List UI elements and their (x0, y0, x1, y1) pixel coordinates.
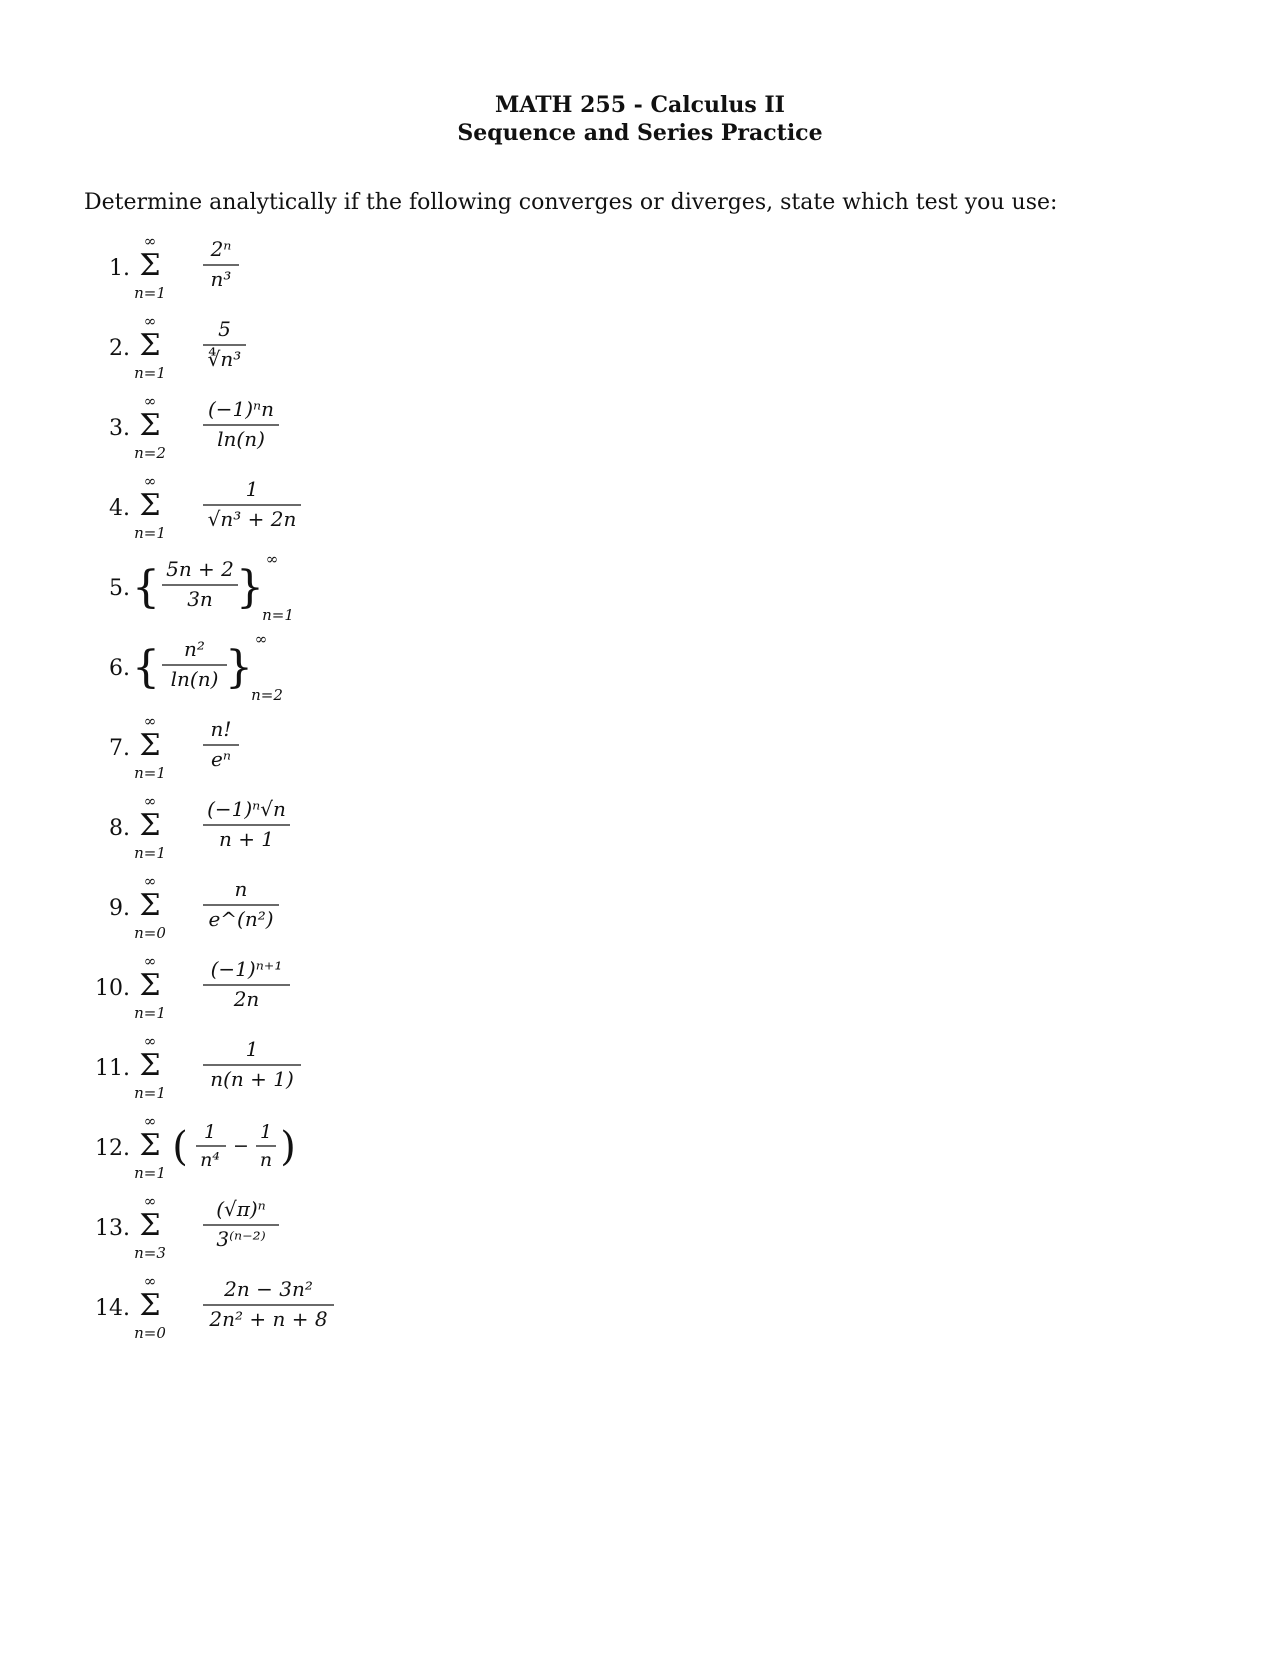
sigma-symbol: Σ (139, 328, 161, 363)
upper-limit: ∞ (143, 1272, 157, 1290)
denominator: ln(n) (217, 427, 265, 451)
problem-item (90, 1190, 510, 1268)
math-svg (134, 1270, 518, 1348)
upper-limit: ∞ (143, 1032, 157, 1050)
problem-number: 14. (95, 1296, 130, 1321)
numerator: (−1)ⁿ⁺¹ (210, 957, 283, 981)
problem-item (90, 710, 510, 788)
left-brace: { (132, 562, 160, 613)
denominator: n + 1 (218, 827, 275, 851)
sigma-symbol: Σ (139, 1048, 161, 1083)
sigma-symbol: Σ (139, 808, 161, 843)
upper-limit: ∞ (254, 630, 268, 648)
problem-item (90, 230, 510, 308)
problem-expression (134, 710, 518, 788)
problem-item (90, 950, 510, 1028)
upper-limit: ∞ (143, 472, 157, 490)
left-brace: { (132, 642, 160, 693)
lower-limit: n=0 (134, 1324, 166, 1342)
math-svg (132, 630, 518, 708)
denominator: n (259, 1149, 273, 1171)
lower-limit: n=1 (134, 1084, 166, 1102)
lower-limit: n=1 (134, 844, 166, 862)
problem-item (90, 870, 510, 948)
denominator: ln(n) (170, 667, 219, 691)
upper-limit: ∞ (143, 312, 157, 330)
sigma-symbol: Σ (139, 888, 161, 923)
lower-limit: n=1 (134, 764, 166, 782)
problem-number: 11. (95, 1056, 130, 1081)
problem-expression (134, 230, 518, 308)
denominator: n(n + 1) (210, 1067, 294, 1091)
problem-expression (134, 1030, 518, 1108)
sigma-symbol: Σ (139, 408, 161, 443)
math-svg (134, 390, 518, 468)
problem-number: 3. (109, 416, 130, 441)
problem-number: 7. (109, 736, 130, 761)
problem-item (90, 470, 510, 548)
problem-number: 10. (95, 976, 130, 1001)
problem-expression (134, 470, 518, 548)
problem-expression (132, 550, 518, 628)
upper-limit: ∞ (265, 550, 279, 568)
numerator: 5n + 2 (166, 557, 234, 581)
problem-number: 9. (109, 896, 130, 921)
lower-limit: n=1 (134, 364, 166, 382)
denominator: 2n (233, 987, 260, 1011)
sigma-symbol: Σ (139, 488, 161, 523)
problem-number: 12. (95, 1136, 130, 1161)
math-svg (134, 870, 518, 948)
denominator: 3⁽ⁿ⁻²⁾ (216, 1227, 266, 1251)
upper-limit: ∞ (143, 952, 157, 970)
denominator: n³ (210, 267, 232, 291)
problem-item (90, 550, 510, 628)
math-svg (134, 470, 518, 548)
math-svg (134, 710, 518, 788)
problem-item (90, 1270, 510, 1348)
operator: − (233, 1135, 249, 1157)
lower-limit: n=1 (134, 524, 166, 542)
numerator: n! (210, 717, 232, 741)
problem-number: 1. (109, 256, 130, 281)
lower-limit: n=1 (134, 1004, 166, 1022)
left-paren: ( (172, 1124, 188, 1170)
sigma-symbol: Σ (139, 1288, 161, 1323)
lower-limit: n=1 (134, 284, 166, 302)
problem-number: 4. (109, 496, 130, 521)
problem-item (90, 310, 510, 388)
problem-item (90, 390, 510, 468)
document-subtitle: Sequence and Series Practice (457, 120, 823, 146)
upper-limit: ∞ (143, 792, 157, 810)
problem-number: 6. (109, 656, 130, 681)
lower-limit: n=1 (134, 1164, 166, 1182)
denominator: eⁿ (211, 747, 231, 771)
sigma-symbol: Σ (139, 968, 161, 1003)
problem-expression (134, 310, 518, 388)
denominator: √n³ + 2n (207, 507, 297, 531)
math-svg (134, 950, 518, 1028)
problem-expression (134, 1110, 518, 1188)
math-svg (134, 1030, 518, 1108)
upper-limit: ∞ (143, 232, 157, 250)
upper-limit: ∞ (143, 872, 157, 890)
numerator: (−1)ⁿ√n (207, 797, 286, 821)
numerator: n² (184, 637, 205, 661)
sigma-symbol: Σ (139, 1208, 161, 1243)
math-svg (134, 1190, 518, 1268)
math-svg (134, 790, 518, 868)
numerator: 2n − 3n² (224, 1277, 313, 1301)
sigma-symbol: Σ (139, 1128, 161, 1163)
problem-expression (134, 870, 518, 948)
math-svg (134, 230, 518, 308)
denominator: n⁴ (200, 1149, 220, 1171)
denominator: 2n² + n + 8 (209, 1307, 328, 1331)
lower-limit: n=2 (134, 444, 166, 462)
numerator: 1 (245, 477, 259, 501)
math-svg (134, 310, 518, 388)
denominator: 3n (187, 587, 213, 611)
problem-expression (134, 790, 518, 868)
numerator: n (234, 877, 248, 901)
right-paren: ) (280, 1124, 296, 1170)
sigma-symbol: Σ (139, 248, 161, 283)
upper-limit: ∞ (143, 1192, 157, 1210)
right-brace: } (225, 642, 253, 693)
problem-item (90, 790, 510, 868)
upper-limit: ∞ (143, 392, 157, 410)
problem-expression (134, 390, 518, 468)
numerator: 5 (218, 317, 231, 341)
problem-expression (134, 1190, 518, 1268)
right-brace: } (236, 562, 264, 613)
problem-item (90, 630, 510, 708)
problem-item (90, 1110, 510, 1188)
denominator: e^(n²) (208, 907, 274, 931)
math-svg (132, 550, 518, 628)
math-svg (134, 1110, 518, 1188)
denominator: ∜n³ (207, 347, 242, 371)
numerator: 1 (203, 1121, 217, 1143)
lower-limit: n=1 (262, 606, 294, 624)
problem-expression (134, 1270, 518, 1348)
lower-limit: n=0 (134, 924, 166, 942)
numerator: 1 (245, 1037, 259, 1061)
problem-number: 8. (109, 816, 130, 841)
numerator: (−1)ⁿn (207, 397, 275, 421)
instructions: Determine analytically if the following converges or diverges, state which test you use: (84, 190, 1058, 215)
lower-limit: n=2 (251, 686, 283, 704)
problem-number: 13. (95, 1216, 130, 1241)
lower-limit: n=3 (134, 1244, 166, 1262)
upper-limit: ∞ (143, 712, 157, 730)
numerator: 2ⁿ (210, 237, 232, 261)
numerator: 1 (259, 1121, 273, 1143)
problem-expression (132, 630, 518, 708)
problem-expression (134, 950, 518, 1028)
sigma-symbol: Σ (139, 728, 161, 763)
course-title: MATH 255 - Calculus II (495, 92, 785, 118)
problem-number: 5. (109, 576, 130, 601)
upper-limit: ∞ (143, 1112, 157, 1130)
problem-item (90, 1030, 510, 1108)
numerator: (√π)ⁿ (216, 1197, 266, 1221)
problem-number: 2. (109, 336, 130, 361)
